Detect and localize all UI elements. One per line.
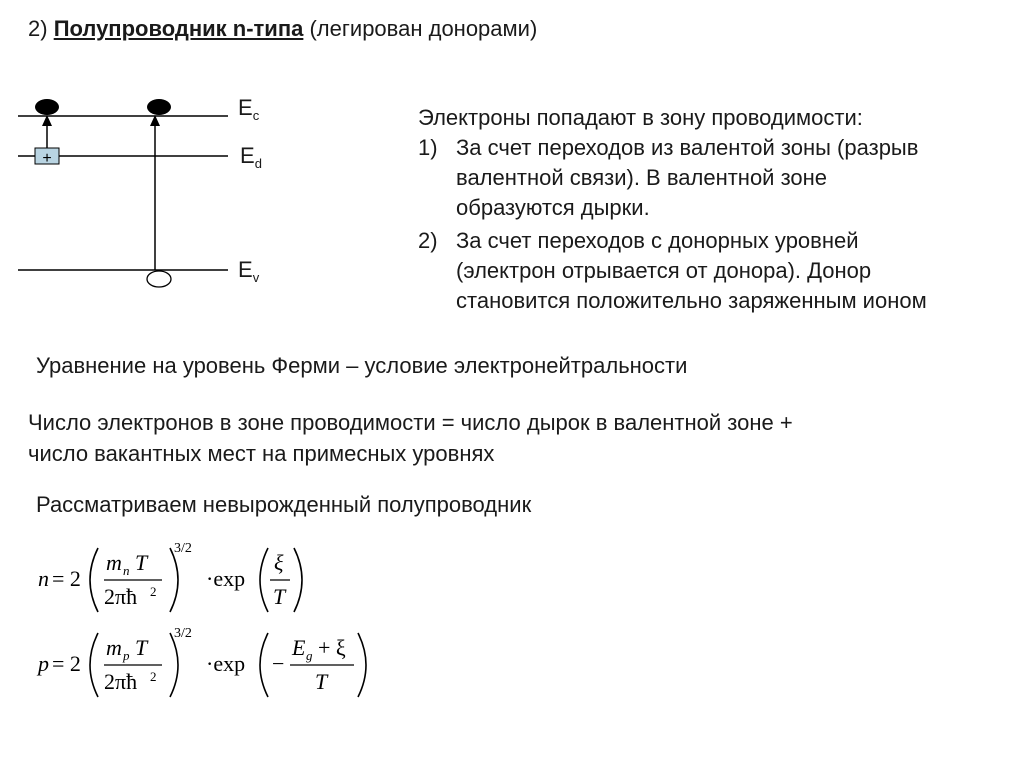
- explanation-heading: Электроны попадают в зону проводимости:: [418, 105, 863, 130]
- formula-p-num-m: m: [106, 635, 122, 660]
- formula-p-arg-num-e: E: [292, 635, 306, 660]
- neutrality-line-1: Число электронов в зоне проводимости = число дырок в валентной зоне +: [28, 410, 793, 435]
- item-2-line-3: становится положительно заряженным ионом: [456, 288, 927, 313]
- formula-n-den-exp: 2: [150, 584, 157, 599]
- neutrality-line-2: число вакантных мест на примесных уровнях: [28, 441, 495, 466]
- slide-title: [28, 14, 537, 44]
- title-note: (легирован донорами): [309, 16, 538, 41]
- item-2-line-2: (электрон отрывается от донора). Донор: [456, 258, 872, 283]
- fermi-equation-text: Уравнение на уровень Ферми – условие электронейтральности: [36, 353, 688, 378]
- formula-n-power: 3/2: [174, 541, 192, 556]
- title-number: 2): [28, 16, 48, 41]
- item-2-number: 2): [418, 228, 438, 253]
- electron-1: [35, 99, 59, 115]
- formula-p-lhs: p: [38, 651, 49, 676]
- formula-p-den-exp: 2: [150, 669, 157, 684]
- item-1-line-2: валентной связи). В валентной зоне: [456, 165, 828, 190]
- formula-p-arg-minus: −: [272, 651, 285, 676]
- formula-n-lparen: [90, 548, 98, 612]
- item-1-number: 1): [418, 135, 438, 160]
- formula-p: [30, 625, 390, 705]
- formula-n-exp: ·exp: [206, 566, 246, 591]
- formula-n-arg-den: T: [273, 584, 286, 609]
- formula-p-lparen: [90, 633, 98, 697]
- formula-p-arg-num-sub: g: [306, 648, 313, 663]
- formula-n-num-var: T: [135, 550, 148, 575]
- label-ev: $E_v$: [238, 257, 260, 285]
- title-main: Полупроводник n-типа: [53, 16, 304, 41]
- formula-n-den: 2πħ: [104, 584, 138, 609]
- formula-n-lparen2: [260, 548, 268, 612]
- formula-p-exp: ·exp: [206, 651, 246, 676]
- electron-2: [147, 99, 171, 115]
- formula-p-num-var: T: [135, 635, 148, 660]
- item-1-line-3: образуются дырки.: [456, 195, 650, 220]
- formula-n-lhs: n: [38, 566, 49, 591]
- formula-p-power: 3/2: [174, 626, 192, 641]
- formula-n-arg-num: ξ: [274, 550, 284, 575]
- nondegenerate-text: Рассматриваем невырожденный полупроводник: [36, 492, 532, 517]
- formula-p-arg-den: T: [315, 669, 328, 694]
- item-2-line-1: За счет переходов с донорных уровней: [456, 228, 859, 253]
- formula-p-arg-num-b: + ξ: [318, 635, 346, 660]
- donor-ion-sign: +: [42, 150, 52, 167]
- formula-p-eq: = 2: [52, 651, 81, 676]
- formula-p-num-sub: p: [123, 648, 130, 663]
- formula-n-num-m: m: [106, 550, 122, 575]
- formula-n-rparen: [170, 548, 178, 612]
- formula-n: [30, 540, 390, 620]
- formula-p-rparen2: [358, 633, 366, 697]
- label-ed: $E_d$: [240, 143, 262, 171]
- formula-n-rparen2: [294, 548, 302, 612]
- formula-p-den: 2πħ: [104, 669, 138, 694]
- item-1-line-1: За счет переходов из валентой зоны (разрыв: [456, 135, 919, 160]
- formula-n-num-sub: n: [123, 563, 130, 578]
- formula-p-lparen2: [260, 633, 268, 697]
- label-ec: $E_c$: [238, 95, 260, 123]
- formula-n-eq: = 2: [52, 566, 81, 591]
- hole: [147, 271, 171, 287]
- formula-p-rparen: [170, 633, 178, 697]
